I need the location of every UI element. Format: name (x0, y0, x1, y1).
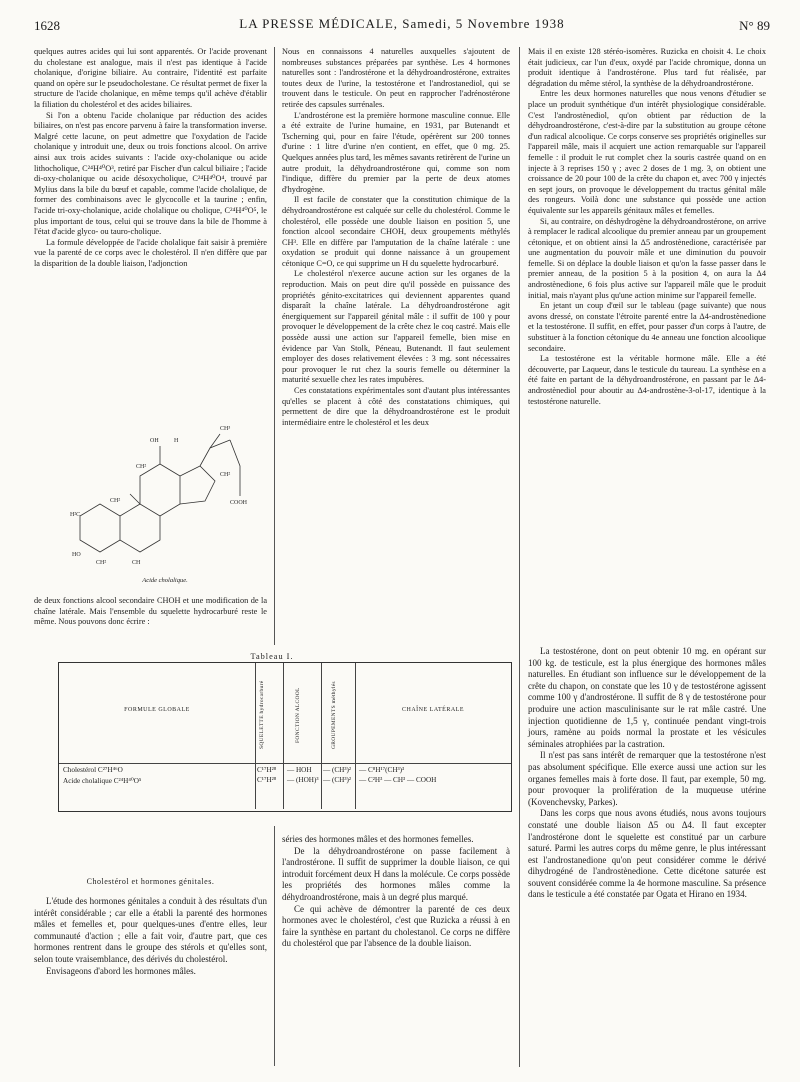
svg-text:CH³: CH³ (220, 426, 231, 432)
table-row-name: Cholestérol C²⁷H⁴⁶O (63, 766, 123, 774)
svg-text:H²C: H²C (70, 512, 81, 518)
table-cell: — (HOH)³ (287, 776, 319, 784)
column-2-top (282, 47, 510, 428)
cholalic-acid-structure-figure (70, 406, 260, 586)
column-divider (274, 47, 275, 645)
paragraph: séries des hormones mâles et des hormones femelles. (282, 834, 474, 844)
svg-text:CH²: CH² (110, 498, 121, 504)
page-header (34, 16, 770, 38)
paragraph: L'étude des hormones génitales a conduit à des résultats d'un intérêt considérable ; car elle a établi la parenté des hormones mâles et femelles et, pour quelques-unes d'entre elles, leur communauté d'action ; elle a fait voir, d'autre part, que ces hormones rentrent dans le groupe des stérols et qu'elles sont, selon toute vraisemblance, des dérivés du cholestérol. (34, 896, 267, 964)
column-divider (519, 47, 520, 1067)
paragraph: La testostérone, dont on peut obtenir 10 mg. en opérant sur 100 kg. de testicule, est la plus énergique des hormones mâles naturelles. En étudiant son influence sur le développement de la crête du chapon, on constate que les 10 γ de testostérone agissent comme 100 γ d'androstérone. Il suffit de 8 γ de testostérone pour produire une action masculinisante sur le rat mâle castré. Une injection quotidienne de 1,5 γ, continuée pendant vingt-trois jours, ramène au poids normal la prostate et les vésicules séminales atrophiées par la castration. (528, 646, 766, 749)
paragraph: Envisageons d'abord les hormones mâles. (46, 965, 196, 976)
header-squelette: SQUELETTE hydrocarburé (259, 680, 265, 750)
paragraph: De la déhydroandrostérone on passe facilement à l'androstérone. Il suffit de supprimer la double liaison, ce qui introduit forcément deux H dans la molécule. Ce corps possède les propriétés des hormones mâles comme la déhydroandrostérone, mais à un degré plus marqué. (282, 845, 510, 902)
table-title: Tableau I. (250, 652, 294, 661)
issue-number: N° 89 (739, 18, 770, 33)
paragraph: Si, au contraire, on déshydrogène la déhydroandrostérone, on arrive à remplacer le radical alcoolique du premier anneau par un groupement cétonique, et on obtient ainsi la Δ5 androstènedione, caractérisée par une augmentation du pouvoir mâle et une diminution du pouvoir femelle. Si on déplace la double liaison et qu'on la fasse passer dans le premier anneau, de la position 5 à la position 4, on aura la Δ4 androstènedione, 6 fois plus active sur l'appareil mâle que le produit initial, mais n'ayant plus qu'une action minime sur l'appareil femelle. (528, 216, 766, 300)
paragraph: En jetant un coup d'œil sur le tableau (page suivante) que nous avons dressé, on constate l'étroite parenté entre la Δ4-androstènedione et la testostérone. Il suffit, en effet, pour passer d'un corps à l'autre, de substituer à la fonction cétonique du 4e anneau une fonction alcoolique secondaire. (528, 301, 766, 353)
paragraph: Ces constatations expérimentales sont d'autant plus intéressantes qu'elles se placent à côté des constatations chimiques, qui permettent de dire que la déhydroandrostérone est le produit intermédiaire entre le cholestérol et les deux (282, 386, 510, 427)
paragraph: La formule développée de l'acide cholalique fait saisir à première vue la parenté de ce corps avec le cholestérol. Il n'en diffère que par la disparition de la double liaison, l'adjonction (34, 237, 267, 268)
paragraph: Il n'est pas sans intérêt de remarquer que la testostérone n'est pas absolument spécifique. Elle exerce aussi une action sur les organes femelles mais à forte dose. Il faut, par exemple, 50 mg. pour provoquer la prolifération de la muqueuse utérine (Kovenchevsky, Parkes). (528, 750, 766, 807)
paragraph: Il est facile de constater que la constitution chimique de la déhydroandrostérone est calquée sur celle du cholestérol. Comme le cholestérol, elle possède une double liaison en position 5, une fonction alcool secondaire CHOH, deux groupements méthylés CH³. Elle en diffère par l'amputation de la chaîne latérale : une oxydation se produit qui donne naissance à un groupement cétonique C=O, ce qui supprime un H du squelette hydrocarburé. (282, 195, 510, 268)
paragraph: Entre les deux hormones naturelles que nous venons d'étudier se place un produit synthétique d'un intérêt physiologique considérable. C'est l'androstènediol, qu'on obtient par réduction de la déhydroandrostérone, c'est-à-dire par la substitution au groupe cétone d'un radical alcoolique. Ce corps conserve ses propriétés originelles sur l'appareil mâle, mais il acquiert une action remarquable sur l'appareil femelle : il produit le rut complet chez la souris castrée quand on en injecte à 3 reprises 150 γ ; avec 2 doses de 1 mg. 3, on obtient une croissance de 20 pour 100 de la crête du chapon et, avec 700 γ injectés en sept jours, on provoque le développement du tractus génital mâle des rongeurs. Voilà donc une substance qui possède une action équivalente sur les appareils génitaux mâles et femelles. (528, 89, 766, 215)
paragraph: Dans les corps que nous avons étudiés, nous avons toujours constaté une double liaison Δ5 ou Δ4. Il faut excepter l'androstérone dont le squelette est constitué par un carbure saturé. Parmi les autres corps du même genre, le plus intéressant est l'androstanedione qu'on peut considérer comme le dérivé dihydrogéné de l'androstènedione. Cette dicétone saturée est souvent considérée comme la 4e hormone masculine. Sa présence dans le testicule a été constatée par Ogata et Hirano en 1934. (528, 808, 766, 900)
journal-title: LA PRESSE MÉDICALE, Samedi, 5 Novembre 1938 (239, 16, 565, 31)
paragraph: L'androstérone est la première hormone masculine connue. Elle a été extraite de l'urine humaine, en 1931, par Butenandt et Tscherning qui, pour en faire l'étude, opérèrent sur 200 tonnes d'urine : 1 litre d'urine n'en contient, en effet, que 0 mg. 25. Quelques années plus tard, les mêmes savants retirèrent de l'urine un autre produit, la déhydroandrostérone qui, comme son nom l'indique, diffère du premier par la perte de deux atomes d'hydrogène. (282, 110, 510, 194)
header-chaine: CHAÎNE LATÉRALE (402, 707, 464, 713)
section-title: Cholestérol et hormones génitales. (86, 877, 215, 886)
svg-text:COOH: COOH (230, 500, 248, 506)
figure-caption: Acide cholalique. (142, 577, 188, 584)
svg-text:OH: OH (150, 438, 159, 444)
page-number: 1628 (34, 18, 60, 33)
header-alcool: FONCTION ALCOOL (295, 687, 301, 743)
column-3-bottom (528, 646, 766, 901)
column-1-bottom (34, 896, 267, 977)
table-cell: — C²H³ — CH³ — COOH (359, 776, 437, 784)
paragraph: Si l'on a obtenu l'acide cholanique par réduction des acides biliaires, on n'est pas encore parvenu à faire la transformation inverse. Malgré cette lacune, on peut admettre que l'oxydation de l'acide cholanique y introduit une, deux ou trois fonctions alcool. On arrive ainsi aux trois acides suivants : l'acide oxy-cholanique ou acide lithocholique, C²⁴H⁴⁰O³, retiré par Fischer d'un calcul biliaire ; l'acide di-oxy-cholanique ou acide désoxycholique, C²⁴H⁴⁰O⁴, trouvé par Mylius dans la bile du bœuf et capable, comme l'acide cholalique, de former des combinaisons avec le glycocolle et la taurine ; enfin, l'acide tri-oxy-cholanique, acide cholalique ou cholique, C²⁴H⁴⁰O⁵, le plus important de tous, celui qui se trouve dans la bile de l'homme à l'état d'acide glyco- ou tauro-cholique. (34, 110, 267, 237)
paragraph: Nous en connaissons 4 naturelles auxquelles s'ajoutent de nombreuses substances préparées par synthèse. Les 4 hormones naturelles sont : l'androstérone et la déhydroandrostérone, extraites toutes deux de l'urine, la testostérone et l'androstanediol, qui se trouvent dans le testicule. On peut en rapprocher l'adrénostérone retirée des capsules surrénales. (282, 47, 510, 109)
column-divider (274, 826, 275, 1066)
svg-text:CH²: CH² (96, 560, 107, 566)
paragraph: quelques autres acides qui lui sont apparentés. Or l'acide provenant du cholestane est analogue, mais il n'est pas identique à l'acide cholanique, d'origine biliaire. Au contraire, l'identité est parfaite quand on opère sur le pseudocholestane. Ce résultat permet de fixer la structure de l'acide cholanique, en même temps qu'il achève d'établir la filiation du cholestérol et des acides biliaires. (34, 47, 267, 109)
paragraph: de deux fonctions alcool secondaire CHOH et une modification de la chaîne latérale. Mais l'ensemble du squelette hydrocarburé reste le même. Nous pouvons donc écrire : (34, 596, 267, 627)
table-cell: — C⁸H¹⁷(CH³)³ (359, 766, 405, 774)
paragraph: Ce qui achève de démontrer la parenté de ces deux hormones avec le cholestérol, c'est que Ruzicka a réussi à en faire la synthèse en partant du cholestanol. Ce corps ne diffère du cholestérol que par l'absence de la double liaison. (282, 903, 510, 949)
svg-text:HO: HO (72, 552, 81, 558)
column-2-bottom (282, 834, 510, 950)
svg-text:CH: CH (132, 560, 141, 566)
table-cell: — HOH (287, 766, 312, 774)
column-1-middle (34, 596, 267, 628)
column-1-top (34, 47, 267, 269)
svg-text:H: H (174, 438, 179, 444)
table-cell: — (CH³)² (323, 766, 352, 774)
paragraph: Mais il en existe 128 stéréo-isomères. Ruzicka en choisit 4. Le choix était judicieux, car l'un d'eux, oxydé par l'acide chromique, donna un produit identique à l'androstérone. Plus tard fut réalisée, par dégradation du même stérol, la synthèse de la déhydroandrostérone. (528, 47, 766, 88)
svg-text:CH²: CH² (220, 472, 231, 478)
svg-text:CH²: CH² (136, 464, 147, 470)
header-formule: FORMULE GLOBALE (124, 707, 190, 713)
table-cell: C¹⁷H²⁸ (257, 776, 277, 784)
header-methyles: GROUPEMENTS méthylés (331, 681, 337, 749)
table-cell: C¹⁷H²⁸ (257, 766, 277, 774)
column-3-top (528, 47, 766, 407)
table-cell: — (CH³)² (323, 776, 352, 784)
table-1 (58, 662, 512, 812)
paragraph: La testostérone est la véritable hormone mâle. Elle a été découverte, par Laqueur, dans le testicule du taureau. La synthèse en a été faite en partant de la déhydroandrostérone, en passant par le Δ4-androstènediol pour aboutir au Δ4-androstène-3-ol-17, identique à la testostérone naturelle. (528, 354, 766, 406)
table-row-name: Acide cholalique C²⁴H⁴⁰O⁵ (63, 777, 142, 785)
paragraph: Le cholestérol n'exerce aucune action sur les organes de la reproduction. Mais on peut dire qu'il possède en puissance des propriétés génito-excitatrices qui deviennent apparentes quand disparaît la chaîne latérale. La déhydroandrostérone agit énergiquement sur l'appareil génital mâle : il suffit de 100 γ pour provoquer le développement de la crête chez le coq castré. Mais elle possède aussi une action sur l'appareil femelle, bien mise en évidence par Van Stolk, Péneau, Butenandt. Il faut seulement employer des doses relativement élevées : 3 mg. sont nécessaires pour provoquer le rut chez la souris femelle ou déterminer la maturité sexuelle chez les rates impubères. (282, 269, 510, 385)
